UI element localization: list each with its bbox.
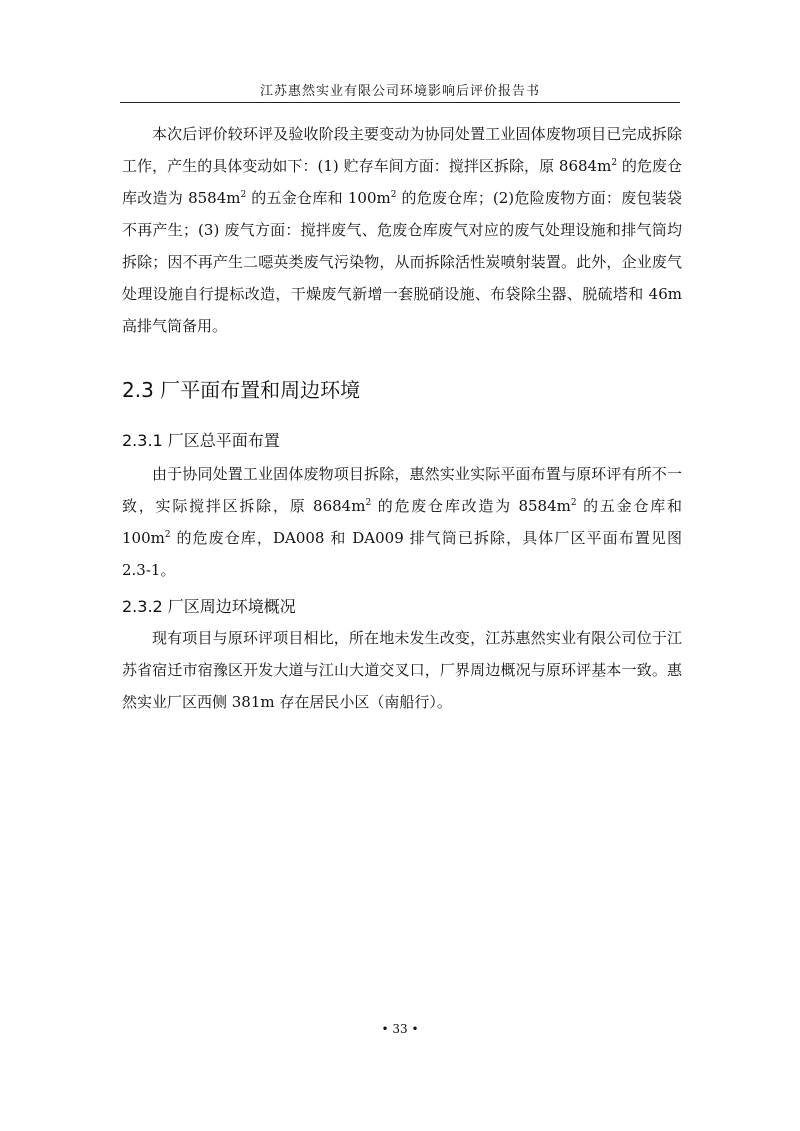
superscript: 2 [390, 190, 397, 200]
header-rule [120, 102, 680, 103]
superscript: 2 [570, 498, 577, 508]
superscript: 2 [611, 158, 618, 168]
intro-text-2: 的危废仓库改造为 8584m [122, 157, 682, 207]
superscript: 2 [164, 530, 171, 540]
section-2-3-2-paragraph: 现有项目与原环评项目相比，所在地未发生改变，江苏惠然实业有限公司位于江苏省宿迁市宿豫区开发大道与江山大道交叉口，厂界周边概况与原环评基本一致。惠然实业厂区西侧 381m 存在居民小区（南船行）。 [122, 629, 682, 711]
superscript: 2 [240, 190, 247, 200]
page-number: • 33 • [381, 1022, 419, 1036]
section-2-3-1-heading: 2.3.1 厂区总平面布置 [122, 431, 280, 450]
intro-text-1: 本次后评价较环评及验收阶段主要变动为协同处置工业固体废物项目已完成拆除工作，产生的具体变动如下：(1) 贮存车间方面：搅拌区拆除，原 8684m [122, 125, 682, 175]
superscript: 2 [365, 498, 372, 508]
layout-text-3: 的五金仓库和 100m [122, 497, 682, 547]
section-2-3-heading: 2.3 厂平面布置和周边环境 [122, 378, 361, 402]
section-2-3-2-heading: 2.3.2 厂区周边环境概况 [122, 597, 296, 616]
header-title: 江苏惠然实业有限公司环境影响后评价报告书 [259, 84, 540, 99]
intro-paragraph [122, 118, 682, 342]
layout-text-4: 的危废仓库，DA008 和 DA009 排气筒已拆除，具体厂区平面布置见图 2.3-1。 [122, 529, 682, 579]
intro-text-3: 的五金仓库和 100m [246, 189, 391, 207]
layout-text-1: 由于协同处置工业固体废物项目拆除，惠然实业实际平面布置与原环评有所不一致，实际搅拌区拆除，原 8684m [122, 465, 682, 515]
section-2-3-1-paragraph [122, 458, 682, 586]
intro-text-4: 的危废仓库；(2)危险废物方面：废包装袋不再产生；(3) 废气方面：搅拌废气、危废仓库废气对应的废气处理设施和排气筒均拆除；因不再产生二噁英类废气污染物，从而拆除活性炭喷射装置。此外，企业废气处理设施自行提标改造，干燥废气新增一套脱硝设施、布袋除尘器、脱硫塔和 46m 高排气筒备用。 [122, 189, 682, 335]
layout-text-2: 的危废仓库改造为 8584m [371, 497, 571, 515]
